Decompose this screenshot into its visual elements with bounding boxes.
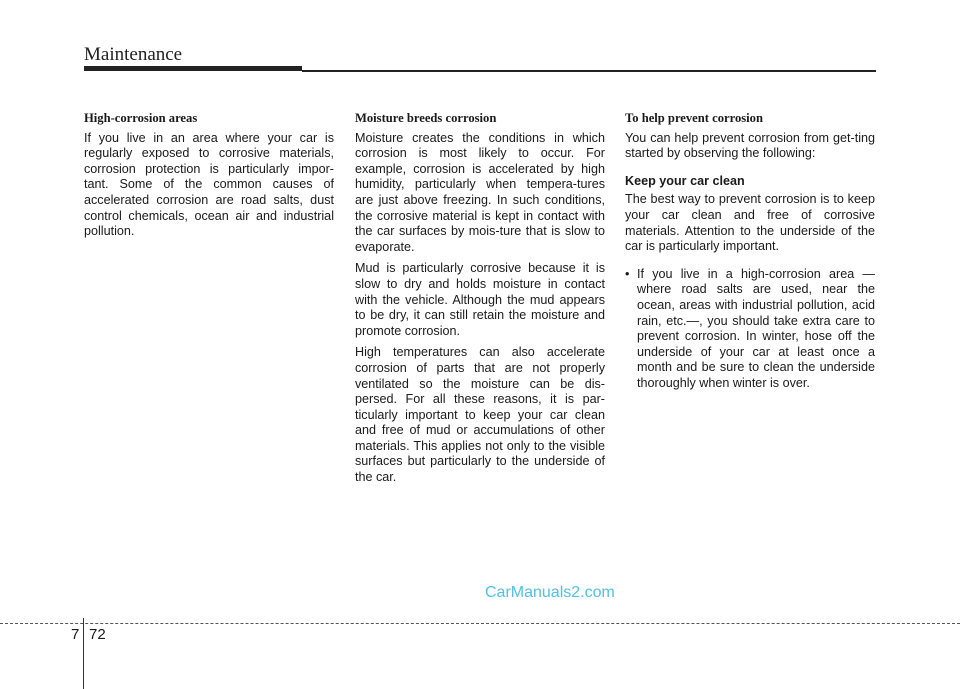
page-number: 72 <box>89 626 106 643</box>
bullet-icon: • <box>625 266 630 281</box>
chapter-number: 7 <box>71 626 80 643</box>
section-heading-high-corrosion: High-corrosion areas <box>84 111 198 125</box>
column-high-corrosion <box>84 111 334 246</box>
bullet-text: If you live in a high-corrosion area — where road salts are used, near the ocean, areas with industrial pollution, acid rain, etc.—, you should take extra care to prevent corrosion. In winter, hose off the underside of your car at least once a month and be sure to clean the underside thoroughly when winter is over. <box>637 266 875 390</box>
footer-dashed-rule <box>0 623 960 624</box>
watermark-link[interactable]: CarManuals2.com <box>485 584 615 601</box>
paragraph-high-corrosion: If you live in an area where your car is regularly exposed to corrosive materials, corrosion protection is particularly impor-tant. Some of the common causes of accelerated corrosion are road salts, dust control chemicals, ocean air and industrial pollution. <box>84 130 334 239</box>
list-item <box>625 267 875 392</box>
paragraph-prevent-intro: You can help prevent corrosion from get-ting started by observing the following: <box>625 130 875 161</box>
paragraph-moisture-2: Mud is particularly corrosive because it is slow to dry and holds moisture in contact with the vehicle. Although the mud appears to be dry, it can still retain the moisture and promote corrosion. <box>355 261 605 338</box>
subheading-keep-clean: Keep your car clean <box>625 173 745 188</box>
paragraph-moisture-3: High temperatures can also accelerate corrosion of parts that are not properly ventilated so the moisture can be dis-persed. For all these reasons, it is par-ticularly important to keep your car clean and free of mud or accumulations of other materials. This applies not only to the visible surfaces but particularly to the underside of the car. <box>355 345 605 485</box>
section-heading-moisture: Moisture breeds corrosion <box>355 111 497 125</box>
page-header-title: Maintenance <box>84 44 183 65</box>
header-rule-thick <box>84 66 302 71</box>
footer-vertical-rule <box>83 618 84 689</box>
column-moisture <box>355 111 605 492</box>
column-prevent <box>625 111 875 392</box>
section-heading-prevent: To help prevent corrosion <box>625 111 763 125</box>
paragraph-moisture-1: Moisture creates the conditions in which corrosion is most likely to occur. For example, corrosion is accelerated by high humidity, particularly when tempera-tures are just above freezing. In such conditions, the corrosive material is kept in contact with the car surfaces by mois-ture that is slow to evaporate. <box>355 130 605 254</box>
header-rule-thin <box>302 70 876 72</box>
paragraph-keep-clean: The best way to prevent corrosion is to keep your car clean and free of corrosive materials. Attention to the underside of the car is particularly important. <box>625 192 875 254</box>
